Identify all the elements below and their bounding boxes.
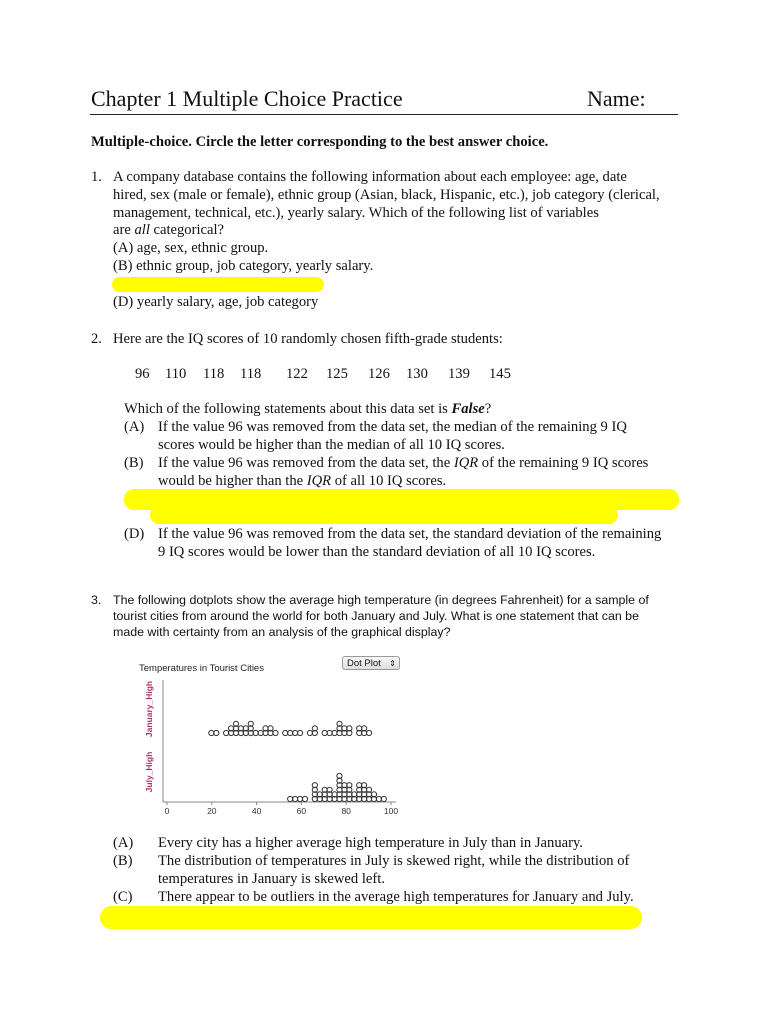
data-point [214, 730, 219, 735]
data-point [322, 730, 327, 735]
text: categorical? [149, 222, 225, 238]
data-point [209, 730, 214, 735]
emphasis: False [451, 401, 485, 417]
chevron-updown-icon: ⇕ [389, 659, 396, 668]
chart-title: Temperatures in Tourist Cities [139, 663, 264, 674]
score-value: 110 [165, 366, 187, 382]
dotplot-svg [134, 654, 404, 820]
dropdown-label: Dot Plot [347, 658, 381, 669]
score-value: 145 [489, 366, 511, 382]
data-point [327, 730, 332, 735]
text: are [113, 222, 135, 238]
data-point [288, 796, 293, 801]
data-point [307, 730, 312, 735]
question-number: 1. [91, 169, 102, 185]
x-tick-label: 100 [383, 806, 399, 816]
x-tick-label: 0 [164, 806, 170, 816]
highlighter-mark [150, 506, 618, 524]
question-number: 2. [91, 331, 102, 347]
option-b-line: The distribution of temperatures in July is skewed right, while the distribution of [158, 853, 630, 869]
title-rule [90, 114, 678, 115]
text: Which of the following statements about this data set is [124, 401, 452, 417]
emphasis: IQR [306, 473, 332, 489]
option-b-line [158, 473, 683, 491]
question-1-line: A company database contains the following information about each employee: age, date [113, 169, 627, 185]
text: ? [484, 401, 492, 417]
plot-type-dropdown[interactable] [342, 656, 400, 670]
option-a-line: If the value 96 was removed from the data set, the median of the remaining 9 IQ [158, 419, 627, 435]
data-point [297, 796, 302, 801]
data-point [332, 730, 337, 735]
data-point [283, 730, 288, 735]
series-label: January_High [144, 680, 154, 738]
option-d-line: If the value 96 was removed from the data set, the standard deviation of the remaining [158, 526, 662, 542]
question-1-line: management, technical, etc.), yearly salary. Which of the following list of variables [113, 205, 599, 221]
option-b-line: temperatures in January is skewed left. [158, 871, 385, 887]
emphasis: IQR [453, 455, 479, 471]
text: of the remaining 9 IQ scores [478, 455, 649, 471]
option-d: (D) yearly salary, age, job category [113, 294, 319, 310]
option-b-line [158, 455, 683, 473]
dotplot-figure [134, 654, 404, 820]
data-point [293, 730, 298, 735]
question-number: 3. [91, 593, 102, 607]
page-title: Chapter 1 Multiple Choice Practice [91, 86, 403, 111]
option-letter: (B) [124, 455, 144, 471]
question-3-line: made with certainty from an analysis of the graphical display? [113, 625, 451, 639]
option-a-line: scores would be higher than the median of all 10 IQ scores. [158, 437, 505, 453]
score-value: 96 [135, 366, 150, 382]
score-value: 130 [406, 366, 428, 382]
score-value: 139 [448, 366, 470, 382]
data-point [297, 730, 302, 735]
question-1-line [113, 222, 683, 240]
question-1-line: hired, sex (male or female), ethnic group (Asian, black, Hispanic, etc.), job category (clerical, [113, 187, 660, 203]
series-label: July_High [144, 751, 154, 793]
x-tick-label: 40 [251, 806, 262, 816]
data-point [381, 796, 386, 801]
data-point [293, 796, 298, 801]
text: If the value 96 was removed from the data set, the [158, 455, 454, 471]
x-tick-label: 20 [207, 806, 217, 816]
text: would be higher than the [158, 473, 307, 489]
x-tick-label: 80 [341, 806, 351, 816]
option-a-line: Every city has a higher average high temperature in July than in January. [158, 835, 583, 851]
score-value: 118 [240, 366, 262, 382]
data-point [258, 730, 263, 735]
emphasis: all [134, 222, 150, 238]
score-value: 122 [286, 366, 308, 382]
option-letter: (A) [113, 835, 134, 851]
option-c-line: There appear to be outliers in the average high temperatures for January and July. [158, 889, 634, 905]
instructions: Multiple-choice. Circle the letter corresponding to the best answer choice. [91, 134, 549, 150]
score-value: 118 [203, 366, 225, 382]
question-2-prompt [124, 401, 491, 419]
data-point [224, 730, 229, 735]
option-a: (A) age, sex, ethnic group. [113, 240, 269, 256]
score-value: 125 [326, 366, 348, 382]
option-letter: (A) [124, 419, 145, 435]
option-letter: (B) [113, 853, 133, 869]
data-point [366, 730, 371, 735]
question-3-line: tourist cities from around the world for both January and July. What is one statement that can be [113, 609, 639, 623]
highlighter-mark [112, 277, 324, 292]
data-point [273, 730, 278, 735]
data-point [288, 730, 293, 735]
option-b: (B) ethnic group, job category, yearly salary. [113, 258, 374, 274]
data-point [253, 730, 258, 735]
score-value: 126 [368, 366, 390, 382]
text: of all 10 IQ scores. [331, 473, 447, 489]
data-point [376, 796, 381, 801]
option-letter: (C) [113, 889, 133, 905]
option-letter: (D) [124, 526, 145, 542]
data-point [302, 796, 307, 801]
x-tick-label: 60 [296, 806, 307, 816]
highlighter-mark [100, 906, 642, 929]
name-label: Name: [587, 86, 646, 111]
question-2-intro: Here are the IQ scores of 10 randomly chosen fifth-grade students: [113, 331, 503, 347]
option-d-line: 9 IQ scores would be lower than the standard deviation of all 10 IQ scores. [158, 544, 596, 560]
question-3-line: The following dotplots show the average high temperature (in degrees Fahrenheit) for a sample of [113, 593, 649, 607]
